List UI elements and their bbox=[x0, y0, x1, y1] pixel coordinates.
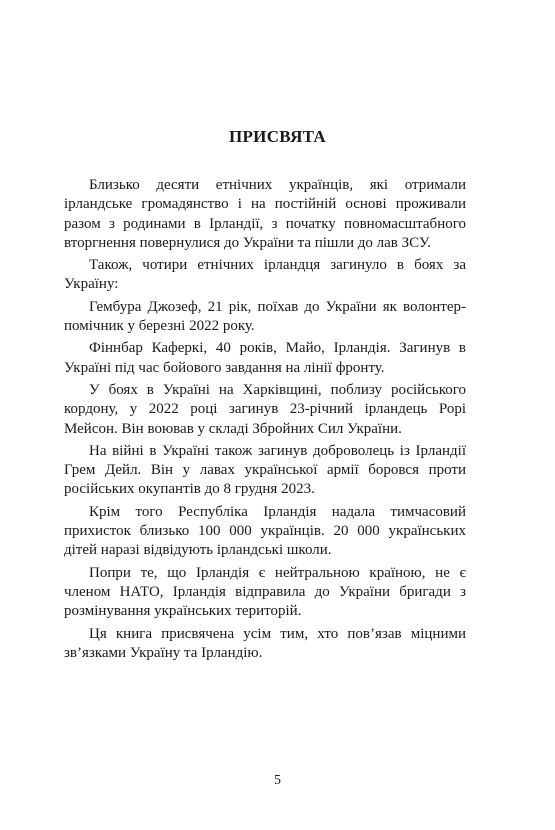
paragraph: На війні в Україні також загинув доброволець із Ірландії Грем Дейл. Він у лавах української армії боровся проти російських окупантів до 8 грудня 2023. bbox=[64, 442, 466, 498]
paragraph: Фіннбар Каферкі, 40 років, Майо, Ірландія. Загинув в Україні під час бойового завдання на лінії фронту. bbox=[64, 340, 466, 376]
paragraph: Також, чотири етнічних ірландця загинуло в боях за Україну: bbox=[64, 257, 466, 293]
paragraph: Близько десяти етнічних українців, які отримали ірландське громадянство і на постійній основі проживали разом з родинами в Ірландії, з початку повномасштабного вторгнення повернулися до України та пішли до лав ЗСУ. bbox=[64, 177, 466, 251]
paragraph: Ця книга присвячена усім тим, хто пов’язав міцними зв’язками Україну та Ірландію. bbox=[64, 625, 466, 661]
paragraph: Крім того Республіка Ірландія надала тимчасовий прихисток близько 100 000 українців. 20 000 українських дітей наразі відвідують ірландські школи. bbox=[64, 503, 466, 559]
page-title: ПРИСВЯТА bbox=[228, 127, 327, 146]
page-number: 5 bbox=[274, 773, 281, 788]
paragraph: Попри те, що Ірландія є нейтральною країною, не є членом НАТО, Ірландія відправила до України бригади з розмінування українських територій. bbox=[64, 564, 466, 620]
paragraph: Гембура Джозеф, 21 рік, поїхав до України як волонтер-помічник у березні 2022 року. bbox=[64, 298, 466, 335]
dedication-text bbox=[64, 176, 466, 666]
paragraph: У боях в Україні на Харківщині, поблизу російського кордону, у 2022 році загинув 23-річний ірландець Рорі Мейсон. Він воював у складі Збройних Сил України. bbox=[64, 381, 466, 437]
